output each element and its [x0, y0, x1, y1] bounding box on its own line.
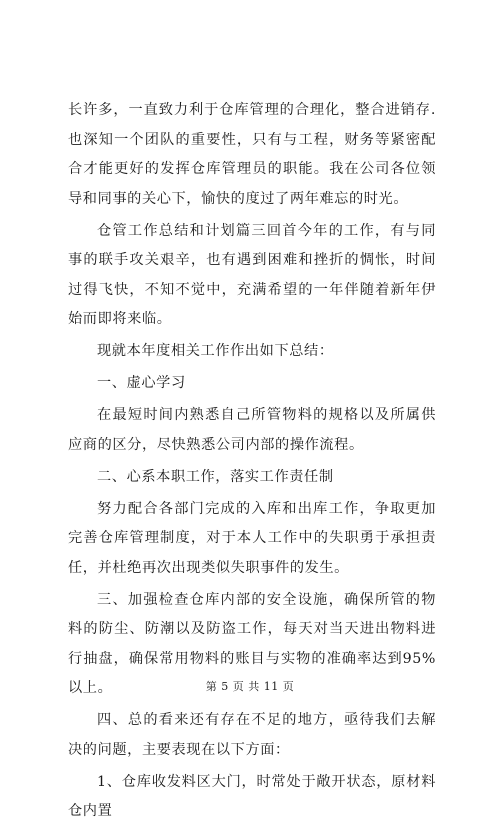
- paragraph-7: 四、总的看来还有存在不足的地方，亟待我们去解决的问题，主要表现在以下方面：: [68, 712, 436, 758]
- paragraph-5: 努力配合各部门完成的入库和出库工作，争取更加完善仓库管理制度，对于本人工作中的失职勇于承担责任，并杜绝再次出现类似失职事件的发生。: [68, 500, 436, 576]
- paragraph-6: 三、加强检查仓库内部的安全设施，确保所管的物料的防尘、防潮以及防盗工作，每天对当天进出物料进行抽盘，确保常用物料的账目与实物的准确率达到95%以上。: [68, 591, 436, 696]
- section-heading-1: 一、虚心学习: [97, 375, 186, 391]
- paragraph-2: 仓管工作总结和计划篇三回首今年的工作，有与同事的联手攻关艰辛，也有遇到困难和挫折的惆怅，时间过得飞快，不知不觉中，充满希望的一年伴随着新年伊始而即将来临。: [68, 222, 436, 327]
- paragraph-4: 在最短时间内熟悉自己所管物料的规格以及所属供应商的区分，尽快熟悉公司内部的操作流程。: [68, 407, 436, 453]
- paragraph-8: 1、仓库收发料区大门，时常处于敞开状态，原材料仓内置: [68, 773, 436, 819]
- paragraph-3: 现就本年度相关工作作出如下总结：: [97, 343, 334, 359]
- section-heading-2: 二、心系本职工作，落实工作责任制: [97, 468, 334, 485]
- page-number-footer: 第 5 页 共 11 页: [205, 680, 295, 693]
- document-body: [68, 96, 436, 829]
- paragraph-1: 长许多，一直致力利于仓库管理的合理化，整合进销存.也深知一个团队的重要性，只有与工程，财务等紧密配合才能更好的发挥仓库管理员的职能。我在公司各位领导和同事的关心下，愉快的度过了两年难忘的时光。: [68, 102, 436, 207]
